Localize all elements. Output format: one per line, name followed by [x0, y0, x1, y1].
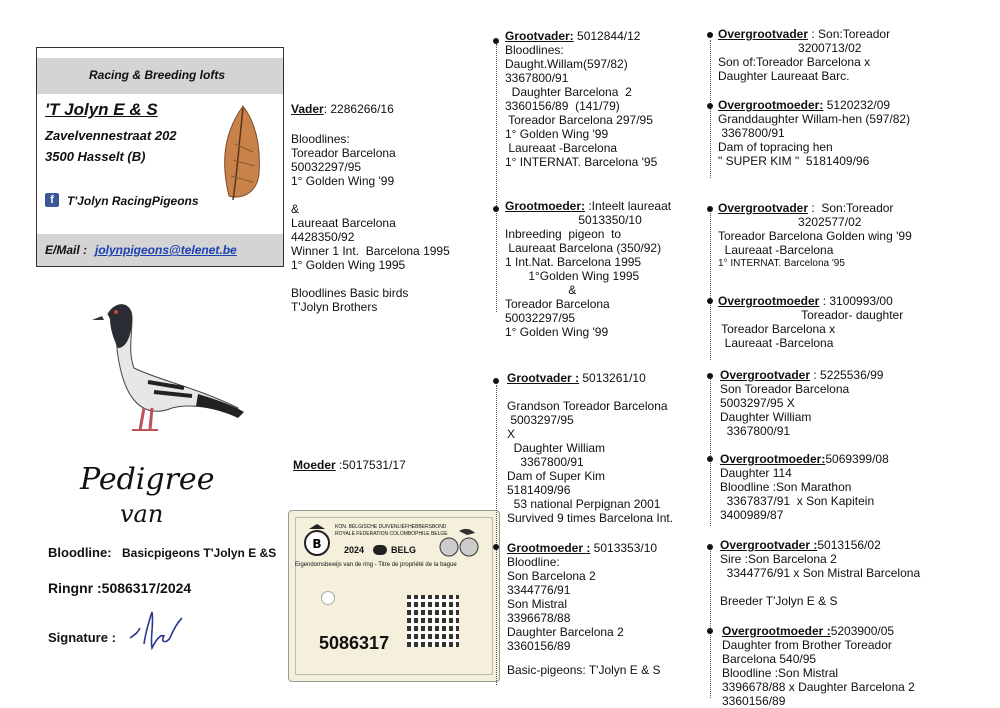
gv1-line: Daughter Barcelona 2 — [505, 85, 632, 99]
gm1-line: & — [505, 283, 577, 297]
ogv4-line: Breeder T'Jolyn E & S — [720, 594, 838, 608]
gv1-line: 3367800/91 — [505, 71, 569, 85]
grootmoeder-1-label: Grootmoeder: — [505, 199, 586, 213]
ring-certificate — [288, 510, 500, 682]
connector-dot — [707, 544, 713, 550]
connector-dot — [707, 373, 713, 379]
grootmoeder-1-value: :Inteelt laureaat — [585, 199, 672, 213]
ogv3-value: : 5225536/99 — [810, 368, 884, 382]
gv1-line: 1° Golden Wing '99 — [505, 127, 609, 141]
ogm3-line: Bloodline :Son Marathon — [720, 480, 852, 494]
ogm3-label: Overgrootmoeder: — [720, 452, 826, 466]
grootvader-2 — [507, 371, 673, 525]
connector-dot — [493, 378, 499, 384]
ring-shape-icon — [373, 545, 387, 555]
connector-dot — [493, 206, 499, 212]
ogm3-line: 3400989/87 — [720, 508, 784, 522]
vader-line: 4428350/92 — [291, 230, 355, 244]
feather-image — [213, 104, 265, 204]
connector-dot — [707, 456, 713, 462]
vader-line: & — [291, 202, 300, 216]
email-link[interactable]: jolynpigeons@telenet.be — [95, 243, 237, 257]
gv2-line — [507, 385, 673, 399]
pigeon-image — [88, 296, 248, 446]
connector-line — [710, 210, 711, 360]
ogv4-value: 5013156/02 — [817, 538, 881, 552]
ogm4-line: Barcelona 540/95 — [722, 652, 817, 666]
pedigree-title: Pedigree — [80, 462, 215, 497]
gv1-line: Daught.Willam(597/82) — [505, 57, 628, 71]
gm1-line: 5013350/10 — [505, 213, 642, 227]
gm1-line: 1° Golden Wing '99 — [505, 325, 609, 339]
ogm1-value: 5120232/09 — [823, 98, 891, 112]
ogv1-value: : Son:Toreador — [808, 27, 891, 41]
pedigree-van: van — [120, 500, 164, 528]
gv2-line: Grandson Toreador Barcelona — [507, 399, 668, 413]
gv1-line: Laureaat -Barcelona — [505, 141, 618, 155]
ogm2-line: Laureaat -Barcelona — [718, 336, 834, 350]
ogm1-line: Granddaughter Willam-hen (597/82) — [718, 112, 911, 126]
ogv3-line: 5003297/95 X — [720, 396, 795, 410]
ogv2-line: 3202577/02 — [718, 215, 862, 229]
grootvader-1-label: Grootvader: — [505, 29, 574, 43]
ogm2-value: : 3100993/00 — [819, 294, 893, 308]
ogv4-line — [720, 580, 920, 594]
connector-line — [710, 548, 711, 698]
pigeon-logo-icon — [437, 525, 483, 559]
gm2-line: Basic-pigeons: T'Jolyn E & S — [507, 663, 661, 677]
vader-line: T'Jolyn Brothers — [291, 300, 378, 314]
gv2-line: Dam of Super Kim — [507, 469, 606, 483]
overgrootvader-2 — [718, 201, 912, 271]
ring-org-2: ROYALE FEDERATION COLOMBOPHILE BELGE — [335, 531, 448, 537]
ogv3-line: Daughter William — [720, 410, 812, 424]
loft-name: 'T Jolyn E & S — [45, 100, 158, 119]
gv1-line: 1° INTERNAT. Barcelona '95 — [505, 155, 658, 169]
gv1-line: 3360156/89 (141/79) — [505, 99, 620, 113]
gm2-line: 3344776/91 — [507, 583, 571, 597]
gv2-line: Daughter William — [507, 441, 606, 455]
vader-line: Toreador Barcelona — [291, 146, 396, 160]
gm2-line: 3360156/89 — [507, 639, 571, 653]
email-label: E/Mail : — [45, 243, 88, 257]
ring-country: BELG — [391, 545, 417, 555]
grootmoeder-2-value: 5013353/10 — [590, 541, 658, 555]
overgrootvader-1 — [718, 27, 890, 83]
signature-image — [126, 604, 186, 654]
ogm1-line: " SUPER KIM " 5181409/96 — [718, 154, 870, 168]
overgrootmoeder-2 — [718, 294, 903, 350]
ogv2-label: Overgrootvader — [718, 201, 809, 215]
vader-line: 50032297/95 — [291, 160, 362, 174]
ogm3-line: Daughter 114 — [720, 466, 792, 480]
ogv2-line: 1° INTERNAT. Barcelona '95 — [718, 258, 845, 269]
vader-line — [291, 188, 450, 202]
overgrootvader-3 — [720, 368, 883, 438]
ogm1-line: 3367800/91 — [718, 126, 785, 140]
card-header: Racing & Breeding lofts — [89, 68, 226, 82]
qr-code-pattern — [407, 595, 459, 647]
ogm2-label: Overgrootmoeder — [718, 294, 820, 308]
connector-line — [496, 385, 497, 685]
ogv1-line: 3200713/02 — [718, 41, 862, 55]
gm2-line: Daughter Barcelona 2 — [507, 625, 624, 639]
ring-year: 2024 — [344, 545, 365, 555]
gv1-line: Toreador Barcelona 297/95 — [505, 113, 653, 127]
ogm3-value: 5069399/08 — [825, 452, 889, 466]
ogv2-line: Toreador Barcelona Golden wing '99 — [718, 229, 912, 243]
gm2-line — [507, 653, 660, 663]
ring-org-1: KON. BELGISCHE DUIVENLIEFHEBBERSBOND — [335, 524, 447, 530]
ring-number-large: 5086317 — [319, 633, 390, 653]
vader-line: Laureaat Barcelona — [291, 216, 396, 230]
gm1-line: Toreador Barcelona — [505, 297, 610, 311]
ogv1-label: Overgrootvader — [718, 27, 809, 41]
punch-hole — [321, 591, 335, 605]
card-header-band — [37, 58, 283, 94]
overgrootmoeder-1 — [718, 98, 910, 168]
moeder-label: Moeder — [293, 458, 336, 472]
grootmoeder-2-label: Grootmoeder : — [507, 541, 591, 555]
gv2-line: X — [507, 427, 516, 441]
gm1-line: 50032297/95 — [505, 311, 576, 325]
ring-caption: Eigendomsbewijs van de ring - Titre de propriété de la bague — [295, 562, 457, 568]
overgrootmoeder-3 — [720, 452, 889, 522]
vader-row — [291, 102, 394, 116]
vader-line: 1° Golden Wing '99 — [291, 174, 395, 188]
ogm4-line: Bloodline :Son Mistral — [722, 666, 839, 680]
gv2-line: 5181409/96 — [507, 483, 571, 497]
ogv1-line: Daughter Laureaat Barc. — [718, 69, 850, 83]
ogm1-label: Overgrootmoeder: — [718, 98, 824, 112]
ogv2-line: Laureaat -Barcelona — [718, 243, 834, 257]
gv2-line: 53 national Perpignan 2001 — [507, 497, 661, 511]
gm1-line: 1 Int.Nat. Barcelona 1995 — [505, 255, 642, 269]
ogm3-line: 3367837/91 x Son Kapitein — [720, 494, 875, 508]
vader-line: Bloodlines: — [291, 132, 350, 146]
gm2-line: Son Mistral — [507, 597, 568, 611]
street: Zavelvennestraat 202 — [45, 128, 177, 143]
grootvader-1-value: 5012844/12 — [573, 29, 641, 43]
gv2-line: 5003297/95 — [507, 413, 574, 427]
facebook-name[interactable]: T'Jolyn RacingPigeons — [67, 194, 199, 208]
ogv1-line: Son of:Toreador Barcelona x — [718, 55, 871, 69]
connector-dot — [707, 206, 713, 212]
connector-dot — [493, 544, 499, 550]
ogv2-value: : Son:Toreador — [808, 201, 894, 215]
connector-line — [710, 378, 711, 526]
card-email-band — [37, 234, 283, 266]
ogm2-line: Toreador Barcelona x — [718, 322, 836, 336]
ogm1-line: Dam of topracing hen — [718, 140, 833, 154]
gm2-line: Son Barcelona 2 — [507, 569, 596, 583]
ring-number: Ringnr :5086317/2024 — [48, 580, 192, 596]
ogv4-line: 3344776/91 x Son Mistral Barcelona — [720, 566, 921, 580]
connector-dot — [707, 298, 713, 304]
ogv4-line: Sire :Son Barcelona 2 — [720, 552, 837, 566]
ogm4-line: 3396678/88 x Daughter Barcelona 2 — [722, 680, 915, 694]
moeder-row — [293, 458, 406, 472]
ogv3-label: Overgrootvader — [720, 368, 811, 382]
connector-line — [496, 44, 497, 312]
connector-dot — [493, 38, 499, 44]
gm1-line: Inbreeding pigeon to — [505, 227, 622, 241]
vader-line — [291, 272, 450, 286]
city: 3500 Hasselt (B) — [45, 149, 146, 164]
connector-dot — [707, 628, 713, 634]
bloodline-value: Basicpigeons T'Jolyn E &S — [122, 546, 277, 560]
gm2-line: Bloodline: — [507, 555, 560, 569]
vader-details — [291, 132, 450, 314]
ogm4-label: Overgrootmoeder : — [722, 624, 831, 638]
ogv3-line: 3367800/91 — [720, 424, 791, 438]
facebook-icon: f — [45, 190, 59, 208]
connector-dot — [707, 32, 713, 38]
gv2-line: 3367800/91 — [507, 455, 584, 469]
bloodline-label: Bloodline: — [48, 545, 112, 560]
connector-dot — [707, 103, 713, 109]
grootvader-2-value: 5013261/10 — [579, 371, 646, 385]
connector-line — [710, 40, 711, 178]
gv1-line: Bloodlines: — [505, 43, 564, 57]
ogm2-line: Toreador- daughter — [718, 308, 904, 322]
ogv3-line: Son Toreador Barcelona — [720, 382, 850, 396]
grootvader-2-label: Grootvader : — [507, 371, 580, 385]
vader-line: Bloodlines Basic birds — [291, 286, 409, 300]
grootmoeder-2 — [507, 541, 660, 677]
svg-text:B: B — [312, 537, 322, 551]
grootvader-1 — [505, 29, 657, 169]
vader-value: : 2286266/16 — [323, 102, 394, 116]
overgrootmoeder-4 — [722, 624, 915, 708]
federation-logo-icon — [303, 523, 331, 557]
moeder-value: :5017531/17 — [335, 458, 406, 472]
ogm4-value: 5203900/05 — [830, 624, 895, 638]
gv2-line: Survived 9 times Barcelona Int. — [507, 511, 674, 525]
breeder-card — [36, 47, 284, 267]
overgrootvader-4 — [720, 538, 920, 608]
signature-label: Signature : — [48, 630, 116, 645]
ogm4-line: Daughter from Brother Toreador — [722, 638, 892, 652]
gm1-line: Laureaat Barcelona (350/92) — [505, 241, 662, 255]
vader-line: Winner 1 Int. Barcelona 1995 — [291, 244, 450, 258]
vader-line: 1° Golden Wing 1995 — [291, 258, 406, 272]
grootmoeder-1 — [505, 199, 671, 339]
gm2-line: 3396678/88 — [507, 611, 571, 625]
vader-label: Vader — [291, 102, 324, 116]
ogm4-line: 3360156/89 — [722, 694, 786, 708]
gm1-line: 1°Golden Wing 1995 — [505, 269, 640, 283]
ogv4-label: Overgrootvader : — [720, 538, 818, 552]
